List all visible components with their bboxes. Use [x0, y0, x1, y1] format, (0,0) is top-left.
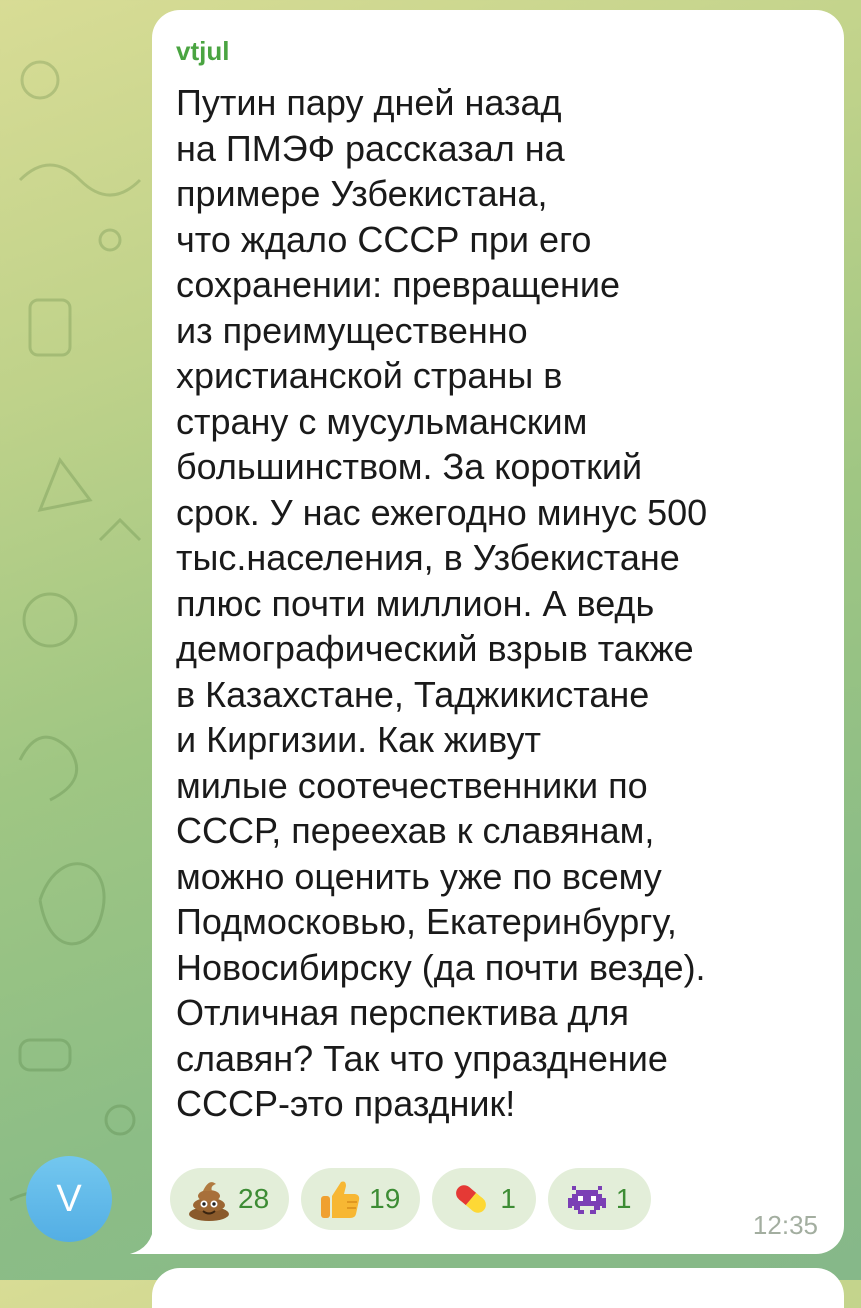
reaction-pill[interactable]: [432, 1168, 536, 1230]
reaction-count: 19: [369, 1183, 401, 1214]
reaction-count: 1: [500, 1183, 516, 1214]
avatar-letter: V: [56, 1177, 82, 1220]
thumbs-up-emoji-icon: [317, 1176, 363, 1222]
reaction-thumbs-up[interactable]: [301, 1168, 420, 1230]
message-text: Путин пару дней назад на ПМЭФ рассказал на примере Узбекистана, что ждало СССР при его сохранении: превращение из преимущественно христианской страны в страну с мусульманским большинством. За короткий срок. У нас ежегодно минус 500 тыс.населения, в Узбекистане плюс почти миллион. А ведь демографический взрыв также в Казахстане, Таджикистане и Киргизии. Как живут милые соотечественники по СССР, переехав к славянам, можно оценить уже по всему Подмосковью, Екатеринбургу, Новосибирску (да почти везде). Отличная перспектива для славян? Так что упразднение СССР-это праздник!: [176, 82, 708, 1124]
reaction-space-invader[interactable]: [548, 1168, 652, 1230]
message-timestamp: 12:35: [752, 1210, 818, 1240]
pill-emoji-icon: [448, 1176, 494, 1222]
message-bubble[interactable]: [152, 10, 844, 1254]
reaction-poop[interactable]: [170, 1168, 289, 1230]
poop-emoji-icon: [186, 1176, 232, 1222]
sender-avatar[interactable]: [26, 1156, 112, 1242]
reactions-bar: [170, 1168, 651, 1230]
next-message-bubble[interactable]: [152, 1268, 844, 1308]
space-invader-emoji-icon: [564, 1176, 610, 1222]
reaction-count: 28: [238, 1183, 270, 1214]
reaction-count: 1: [615, 1183, 632, 1214]
sender-name[interactable]: vtjul: [176, 36, 230, 66]
